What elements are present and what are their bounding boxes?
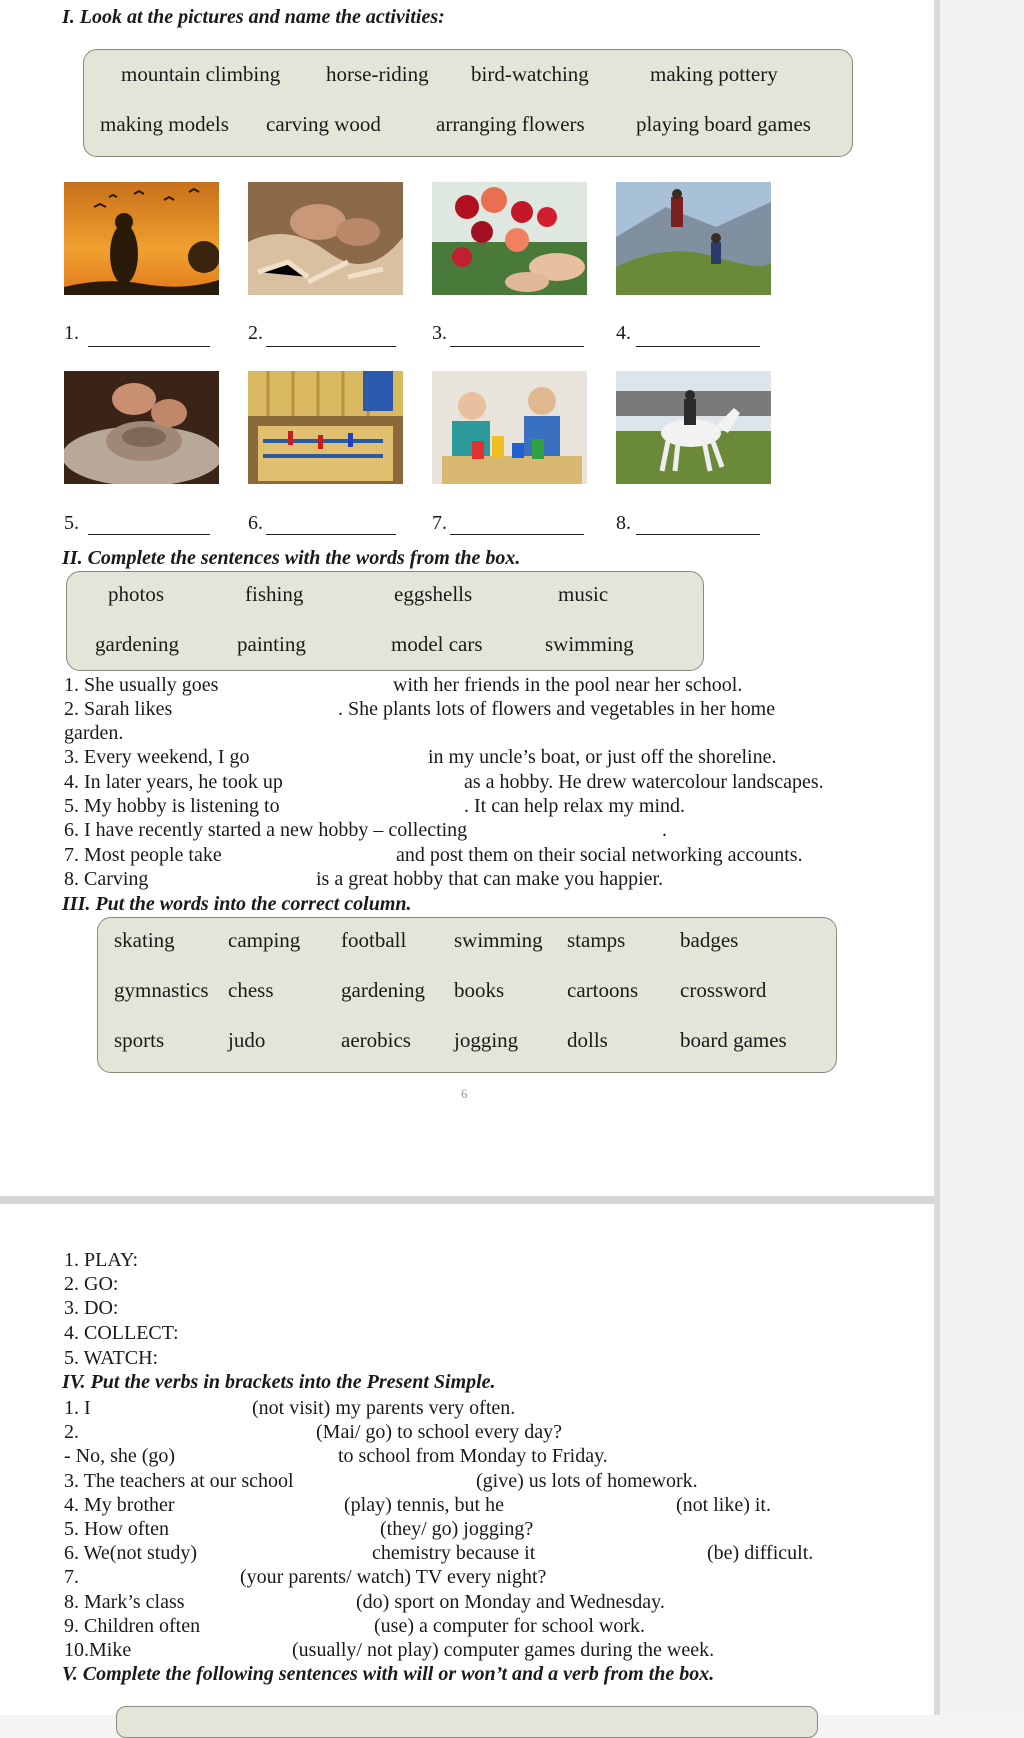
exercise-text: to school from Monday to Friday. bbox=[338, 1445, 608, 1467]
picture-number: 6. bbox=[248, 512, 263, 534]
verb-box-edge bbox=[116, 1706, 818, 1738]
exercise-line: 9. Children often bbox=[64, 1615, 201, 1637]
word: cartoons bbox=[567, 978, 639, 1002]
picture-number: 7. bbox=[432, 512, 447, 534]
word: horse-riding bbox=[326, 62, 429, 86]
mountain-climbing-picture bbox=[616, 182, 771, 295]
exercise-line: 7. bbox=[64, 1566, 79, 1588]
sentence: 1. She usually goes bbox=[64, 674, 219, 696]
word: badges bbox=[680, 928, 739, 952]
exercise-line: - No, she (go) bbox=[64, 1445, 176, 1467]
exercise-line: 6. We(not study) bbox=[64, 1542, 198, 1564]
word: eggshells bbox=[394, 582, 473, 606]
exercise-line: 1. I bbox=[64, 1397, 91, 1419]
word: carving wood bbox=[266, 112, 381, 136]
activity-word-box bbox=[83, 49, 853, 157]
picture-number: 5. bbox=[64, 512, 79, 534]
exercise-line: 10.Mike bbox=[64, 1639, 132, 1661]
sentence-end: in my uncle’s boat, or just off the shoreline. bbox=[428, 746, 777, 768]
sentence: 5. My hobby is listening to bbox=[64, 795, 280, 817]
answer-blank[interactable] bbox=[88, 346, 210, 347]
answer-blank[interactable] bbox=[88, 534, 210, 535]
word: dolls bbox=[567, 1028, 608, 1052]
word: board games bbox=[680, 1028, 787, 1052]
page-number: 6 bbox=[461, 1086, 468, 1101]
answer-blank[interactable] bbox=[450, 346, 584, 347]
exercise-text-end: (not like) it. bbox=[676, 1494, 771, 1516]
word: books bbox=[454, 978, 505, 1002]
word: painting bbox=[237, 632, 306, 656]
word: skating bbox=[114, 928, 175, 952]
sentence: 6. I have recently started a new hobby – collecting bbox=[64, 819, 468, 841]
picture-number: 3. bbox=[432, 322, 447, 344]
column-label: 5. WATCH: bbox=[64, 1347, 159, 1369]
exercise-text: (your parents/ watch) TV every night? bbox=[240, 1566, 547, 1588]
word: fishing bbox=[245, 582, 304, 606]
word: jogging bbox=[454, 1028, 519, 1052]
making-pottery-picture bbox=[64, 371, 219, 484]
making-models-picture bbox=[432, 371, 587, 484]
exercise-line: 3. The teachers at our school bbox=[64, 1470, 294, 1492]
sentence-end: and post them on their social networking accounts. bbox=[396, 844, 803, 866]
section-3-heading: III. Put the words into the correct column. bbox=[62, 893, 412, 915]
exercise-text: (Mai/ go) to school every day? bbox=[316, 1421, 563, 1443]
word: gardening bbox=[95, 632, 179, 656]
exercise-text: chemistry because it bbox=[372, 1542, 536, 1564]
word: music bbox=[558, 582, 609, 606]
exercise-line: 4. My brother bbox=[64, 1494, 175, 1516]
picture-number: 2. bbox=[248, 322, 263, 344]
word: playing board games bbox=[636, 112, 811, 136]
section-2-heading: II. Complete the sentences with the words from the box. bbox=[62, 547, 521, 569]
horse-riding-picture bbox=[616, 371, 771, 484]
right-margin bbox=[934, 0, 1024, 1715]
sentence-end: . It can help relax my mind. bbox=[464, 795, 686, 817]
sentence: 3. Every weekend, I go bbox=[64, 746, 250, 768]
exercise-text: (do) sport on Monday and Wednesday. bbox=[356, 1591, 665, 1613]
carving-wood-picture bbox=[248, 182, 403, 295]
word: sports bbox=[114, 1028, 165, 1052]
exercise-text: (usually/ not play) computer games during the week. bbox=[292, 1639, 715, 1661]
exercise-text: (give) us lots of homework. bbox=[476, 1470, 698, 1492]
word: gardening bbox=[341, 978, 425, 1002]
page-separator bbox=[0, 1196, 940, 1204]
sentence-end: with her friends in the pool near her school. bbox=[393, 674, 743, 696]
exercise-line: 5. How often bbox=[64, 1518, 169, 1540]
word: gymnastics bbox=[114, 978, 209, 1002]
sentence: 8. Carving bbox=[64, 868, 149, 890]
sentence-end: . bbox=[662, 819, 667, 841]
category-word-box bbox=[97, 917, 837, 1073]
answer-blank[interactable] bbox=[636, 534, 760, 535]
exercise-text: (use) a computer for school work. bbox=[374, 1615, 646, 1637]
word: swimming bbox=[454, 928, 543, 952]
word: football bbox=[341, 928, 407, 952]
answer-blank[interactable] bbox=[266, 534, 396, 535]
exercise-line: 2. bbox=[64, 1421, 79, 1443]
word: bird-watching bbox=[471, 62, 589, 86]
word: chess bbox=[228, 978, 274, 1002]
section-5-heading: V. Complete the following sentences with will or won’t and a verb from the box. bbox=[62, 1663, 715, 1685]
word: model cars bbox=[391, 632, 483, 656]
column-label: 2. GO: bbox=[64, 1273, 119, 1295]
word: photos bbox=[108, 582, 165, 606]
sentence-end: is a great hobby that can make you happier. bbox=[316, 868, 664, 890]
column-label: 1. PLAY: bbox=[64, 1249, 139, 1271]
word: making pottery bbox=[650, 62, 778, 86]
word: camping bbox=[228, 928, 301, 952]
word: making models bbox=[100, 112, 229, 136]
column-label: 3. DO: bbox=[64, 1297, 119, 1319]
exercise-text: (they/ go) jogging? bbox=[380, 1518, 534, 1540]
sentence: 4. In later years, he took up bbox=[64, 771, 283, 793]
playing-board-games-picture bbox=[248, 371, 403, 484]
column-label: 4. COLLECT: bbox=[64, 1322, 179, 1344]
word: arranging flowers bbox=[436, 112, 585, 136]
hobby-word-box bbox=[66, 571, 704, 671]
exercise-line: 8. Mark’s class bbox=[64, 1591, 185, 1613]
arranging-flowers-picture bbox=[432, 182, 587, 295]
exercise-text-end: (be) difficult. bbox=[707, 1542, 814, 1564]
bird-watching-picture bbox=[64, 182, 219, 295]
answer-blank[interactable] bbox=[636, 346, 760, 347]
answer-blank[interactable] bbox=[450, 534, 584, 535]
sentence: 2. Sarah likes bbox=[64, 698, 173, 720]
picture-number: 4. bbox=[616, 322, 631, 344]
sentence: garden. bbox=[64, 722, 124, 744]
section-1-heading: I. Look at the pictures and name the activities: bbox=[62, 6, 445, 28]
section-4-heading: IV. Put the verbs in brackets into the Present Simple. bbox=[62, 1371, 496, 1393]
picture-number: 8. bbox=[616, 512, 631, 534]
answer-blank[interactable] bbox=[266, 346, 396, 347]
sentence-end: as a hobby. He drew watercolour landscapes. bbox=[464, 771, 824, 793]
word: stamps bbox=[567, 928, 626, 952]
word: swimming bbox=[545, 632, 634, 656]
word: mountain climbing bbox=[121, 62, 281, 86]
word: judo bbox=[228, 1028, 266, 1052]
sentence: 7. Most people take bbox=[64, 844, 222, 866]
exercise-text: (not visit) my parents very often. bbox=[252, 1397, 516, 1419]
picture-number: 1. bbox=[64, 322, 79, 344]
word: aerobics bbox=[341, 1028, 411, 1052]
word: crossword bbox=[680, 978, 767, 1002]
exercise-text: (play) tennis, but he bbox=[344, 1494, 504, 1516]
sentence-end: . She plants lots of flowers and vegetables in her home bbox=[338, 698, 776, 720]
